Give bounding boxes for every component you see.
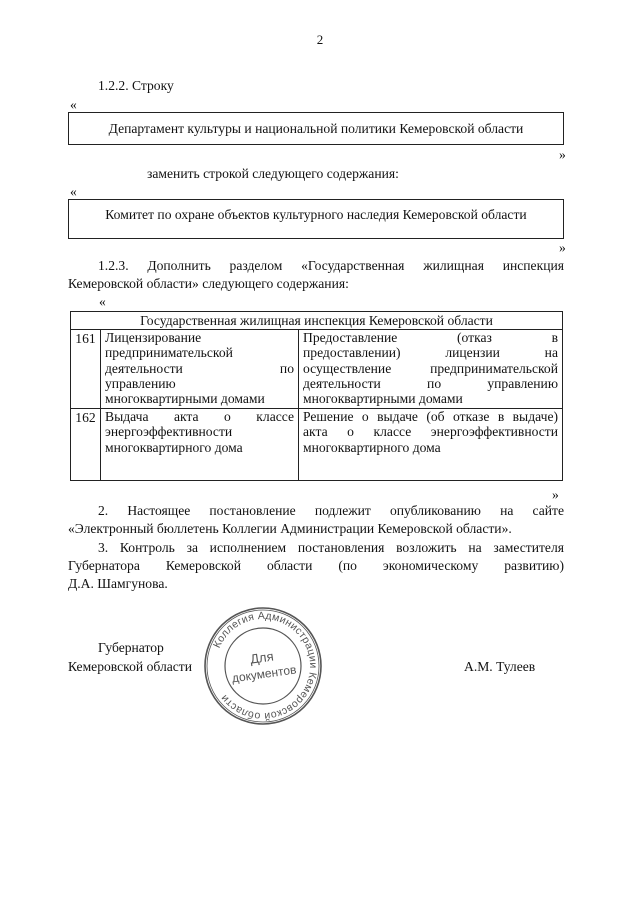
service-line: деятельности по [105, 360, 294, 376]
action-line: многоквартирного дома [303, 439, 441, 455]
action-line: деятельности по управлению [303, 375, 558, 391]
action-line: Решение о выдаче (об отказе в выдаче) [303, 409, 558, 425]
item-3-line3: Д.А. Шамгунова. [68, 576, 168, 591]
new-line-text: Комитет по охране объектов культурного наследия Кемеровской области [105, 207, 527, 222]
item-1-2-2: 1.2.2. Строку [98, 78, 174, 93]
action-cell [299, 409, 563, 481]
item-1-2-3-line2: Кемеровской области» следующего содержания: [68, 276, 349, 291]
action-line: Предоставление (отказ в [303, 330, 558, 346]
service-line: Выдача акта о классе [105, 409, 294, 425]
service-line: многоквартирными домами [105, 391, 265, 407]
table-row [71, 330, 563, 409]
service-line: предпринимательской [105, 345, 233, 361]
new-line-box [68, 199, 564, 239]
close-quote-2: » [559, 240, 566, 255]
item-2-line2: «Электронный бюллетень Коллегии Администрации Кемеровской области». [68, 521, 512, 536]
stamp-seal-icon [203, 606, 323, 726]
old-line-text: Департамент культуры и национальной политики Кемеровской области [108, 121, 524, 136]
close-quote-1: » [559, 147, 566, 162]
item-3-line1: 3. Контроль за исполнением постановления возложить на заместителя [98, 540, 564, 555]
item-1-2-3-line1: 1.2.3. Дополнить разделом «Государственная жилищная инспекция [98, 258, 564, 273]
service-line: управлению [105, 375, 176, 391]
service-line: Лицензирование [105, 330, 202, 346]
inspection-table [70, 311, 563, 481]
signature-title-line1: Губернатор [98, 640, 164, 655]
svg-text:документов: документов [231, 662, 298, 686]
service-line: энергоэффективности [105, 424, 233, 440]
replace-text: заменить строкой следующего содержания: [147, 166, 399, 181]
item-3-line2: Губернатора Кемеровской области (по экономическому развитию) [68, 558, 564, 573]
service-cell [101, 330, 299, 409]
svg-text:Для: Для [249, 648, 275, 667]
service-cell [101, 409, 299, 481]
page-number: 2 [316, 32, 324, 47]
svg-text:Коллегия Администрации Кемеров: Коллегия Администрации Кемеровской области [211, 609, 320, 723]
table-header: Государственная жилищная инспекция Кемеровской области [71, 312, 563, 330]
signature-name: А.М. Тулеев [464, 659, 536, 674]
old-line-box [68, 112, 564, 145]
action-cell [299, 330, 563, 409]
open-quote-3: « [99, 294, 106, 309]
table-row [71, 409, 563, 481]
row-number: 161 [71, 330, 101, 409]
open-quote-2: « [70, 184, 77, 199]
action-line: многоквартирными домами [303, 391, 463, 407]
table-header-row [71, 312, 563, 330]
signature-title-line2: Кемеровской области [68, 659, 193, 674]
action-line: предоставлении) лицензии на [303, 345, 558, 361]
official-stamp [203, 606, 323, 726]
close-quote-3: » [552, 487, 559, 502]
open-quote-1: « [70, 97, 77, 112]
service-line: многоквартирного дома [105, 439, 243, 455]
item-2-line1: 2. Настоящее постановление подлежит опубликованию на сайте [98, 503, 564, 518]
action-line: акта о классе энергоэффективности [303, 424, 558, 440]
action-line: осуществление предпринимательской [303, 360, 558, 376]
row-number: 162 [71, 409, 101, 481]
